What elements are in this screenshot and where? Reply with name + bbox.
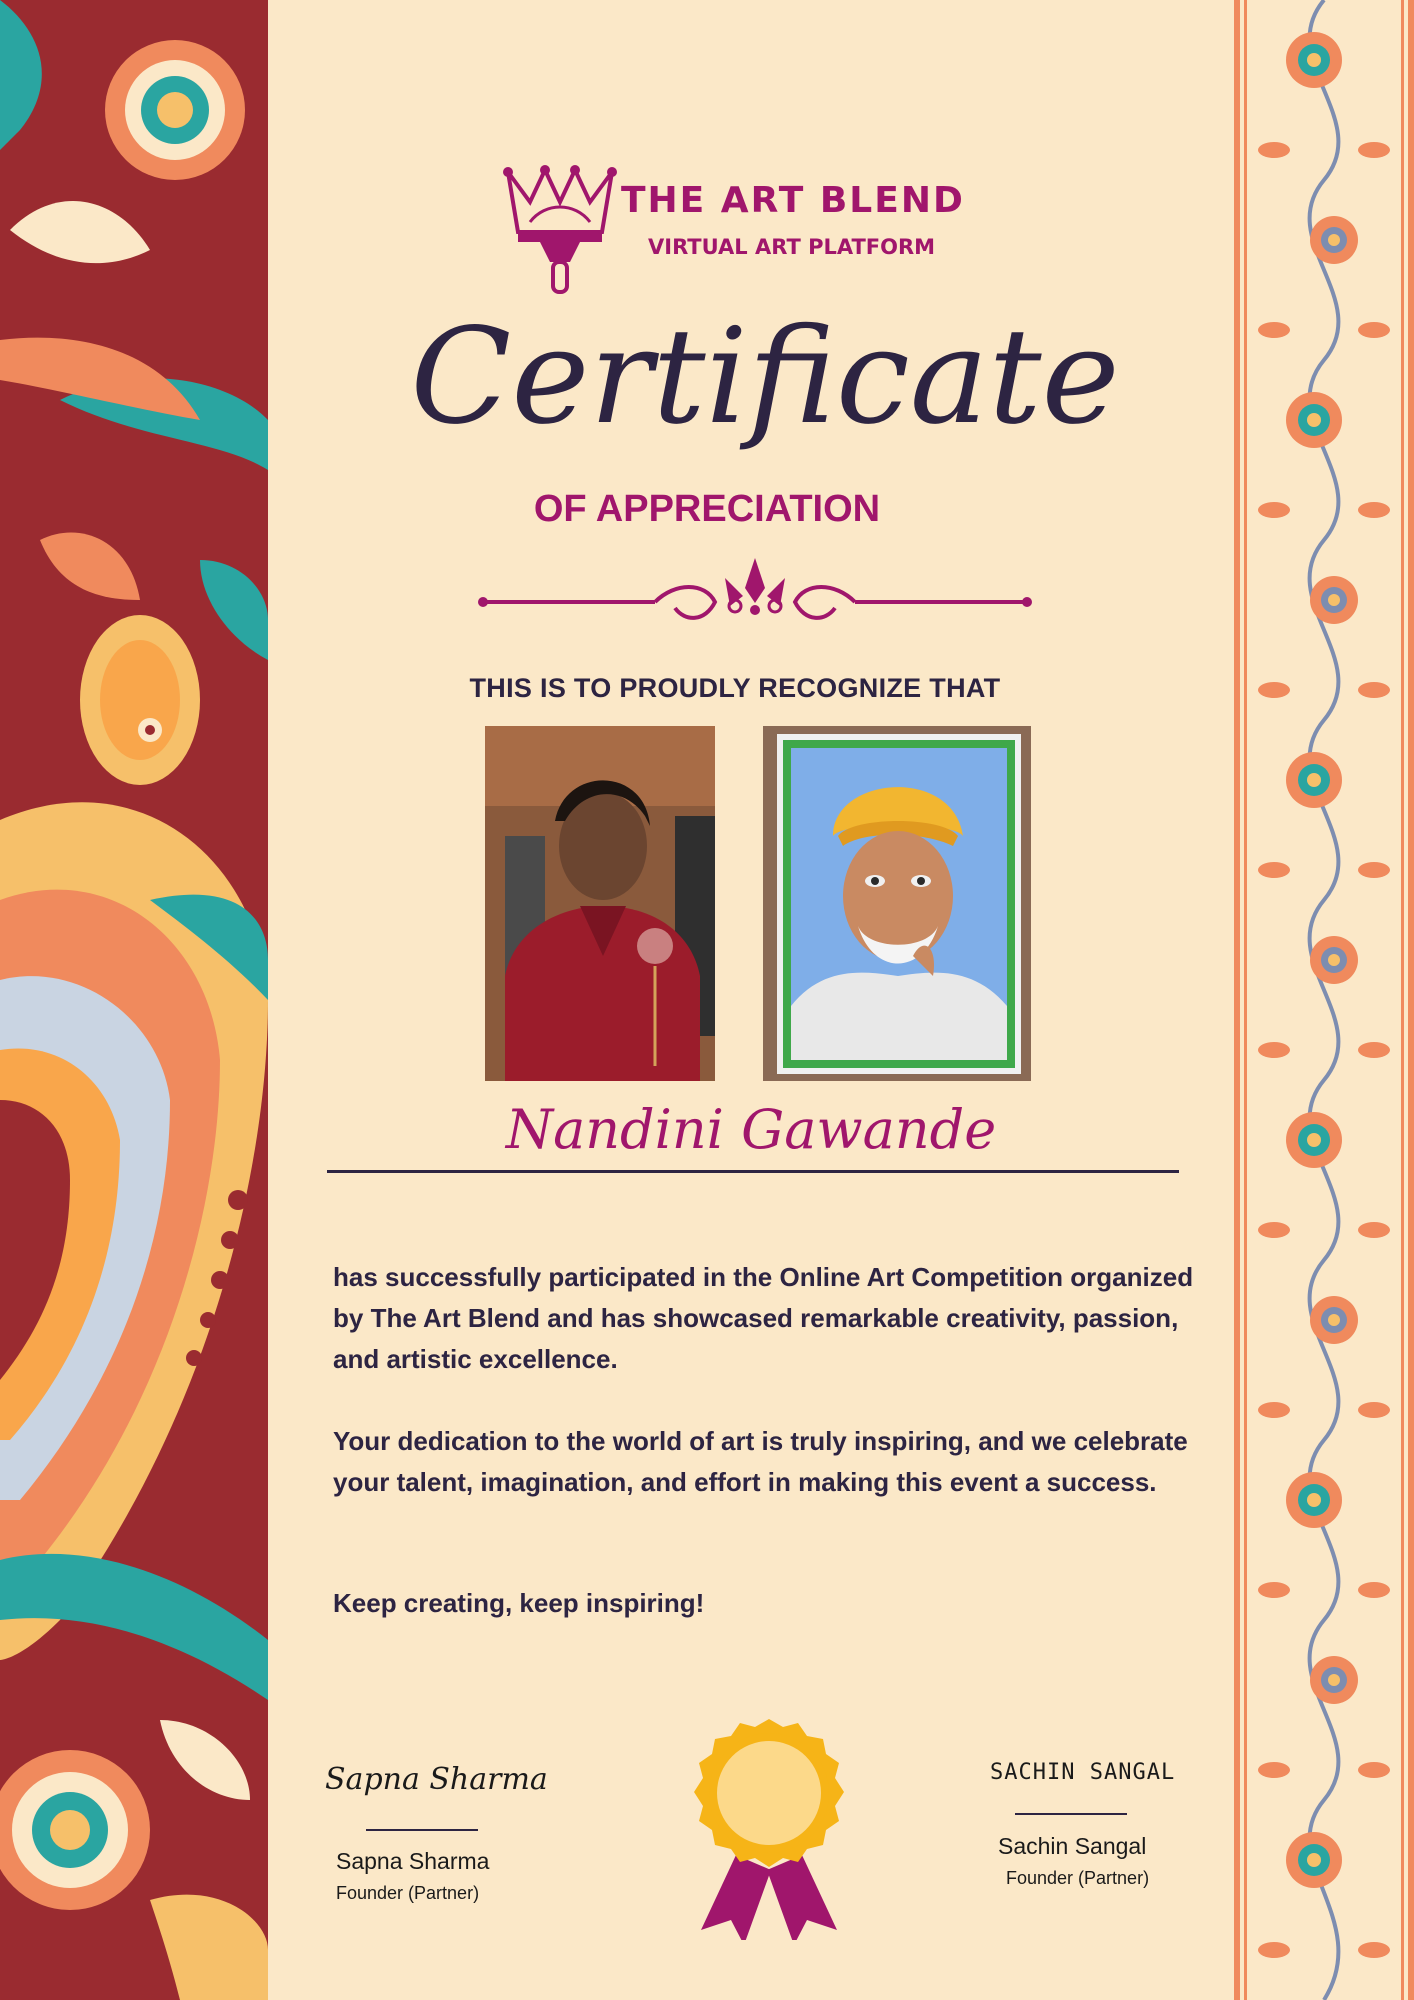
recipient-underline	[327, 1170, 1179, 1173]
signature-line-right	[1015, 1813, 1127, 1815]
signature-line-left	[366, 1829, 478, 1831]
artwork-photo	[763, 726, 1031, 1081]
ornamental-divider-icon	[475, 548, 1035, 628]
body-paragraph-closing: Keep creating, keep inspiring!	[333, 1588, 705, 1618]
body-paragraph-dedication: Your dedication to the world of art is truly inspiring, and we celebrate your talent, imagination, and effort in making this event a success.	[333, 1426, 1188, 1497]
left-floral-border	[0, 0, 268, 2000]
certificate-title: Certificate	[410, 300, 1120, 454]
signatory-role-right: Founder (Partner)	[1006, 1868, 1150, 1888]
signature-sapna-sharma: Sapna Sharma	[325, 1762, 548, 1797]
paisley-peacock-art	[0, 0, 268, 2000]
signature-sachin-sangal: SACHIN SANGAL	[990, 1760, 1176, 1785]
certificate-subtitle: OF APPRECIATION	[533, 488, 881, 530]
recipient-name: Nandini Gawande	[505, 1098, 997, 1161]
floral-vine-art	[1234, 0, 1414, 2000]
brand-tagline: VIRTUAL ART PLATFORM	[648, 235, 936, 259]
crown-brush-logo-icon	[500, 162, 620, 298]
signatory-role-left: Founder (Partner)	[336, 1883, 480, 1903]
signatory-name-left: Sapna Sharma	[336, 1848, 490, 1874]
award-seal-icon	[676, 1705, 862, 1940]
brand-name: THE ART BLEND	[621, 180, 965, 221]
signatory-name-right: Sachin Sangal	[998, 1833, 1147, 1859]
participant-photo-image	[485, 726, 715, 1081]
body-paragraph-participation: has successfully participated in the Online Art Competition organized by The Art Blend and has showcased remarkable creativity, passion, and artistic excellence.	[333, 1262, 1194, 1374]
right-floral-border	[1234, 0, 1414, 2000]
participant-photo	[485, 726, 715, 1081]
artwork-painting-image	[763, 726, 1031, 1081]
recognize-line: THIS IS TO PROUDLY RECOGNIZE THAT	[469, 673, 1001, 703]
